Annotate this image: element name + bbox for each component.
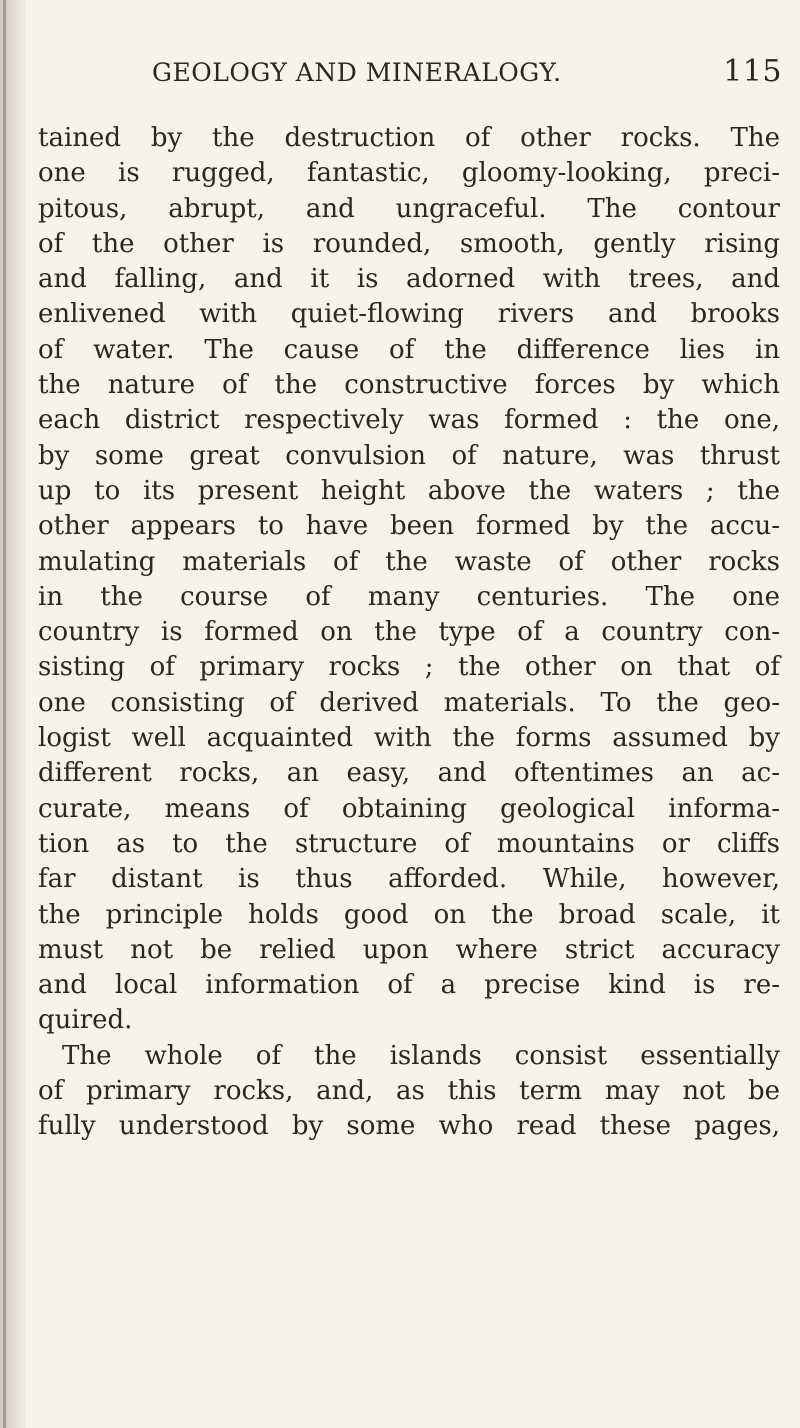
text-line: country is formed on the type of a country con- bbox=[38, 617, 780, 648]
text-line: tained by the destruction of other rocks. The bbox=[38, 123, 780, 153]
text-line: by some great convulsion of nature, was thrust bbox=[38, 440, 780, 471]
text-line: the principle holds good on the broad scale, it bbox=[38, 899, 780, 930]
text-line: the nature of the constructive forces by which bbox=[38, 370, 780, 401]
text-line: different rocks, an easy, and oftentimes an ac- bbox=[38, 758, 780, 789]
binding-edge bbox=[3, 0, 6, 1428]
text-line: logist well acquainted with the forms assumed by bbox=[38, 723, 780, 754]
text-line: one is rugged, fantastic, gloomy-looking, preci- bbox=[38, 158, 780, 189]
text-line: of primary rocks, and, as this term may not be bbox=[38, 1076, 780, 1107]
running-title: GEOLOGY AND MINERALOGY. bbox=[152, 58, 562, 87]
page-number: 115 bbox=[723, 54, 782, 89]
text-line: curate, means of obtaining geological informa- bbox=[38, 793, 780, 824]
text-line: one consisting of derived materials. To the geo- bbox=[38, 687, 780, 718]
binding-gutter bbox=[0, 0, 26, 1428]
text-line: and falling, and it is adorned with trees, and bbox=[38, 264, 780, 295]
text-line: sisting of primary rocks ; the other on that of bbox=[38, 652, 780, 683]
text-line: other appears to have been formed by the accu- bbox=[38, 511, 780, 542]
text-line: far distant is thus afforded. While, however, bbox=[38, 864, 780, 895]
text-line: must not be relied upon where strict accuracy bbox=[38, 934, 780, 965]
text-line: enlivened with quiet-flowing rivers and brooks bbox=[38, 299, 780, 330]
text-line: and local information of a precise kind is re- bbox=[38, 970, 780, 1001]
paragraph-end-line: quired. bbox=[38, 1005, 133, 1036]
body-text bbox=[38, 121, 780, 1145]
text-line: pitous, abrupt, and ungraceful. The contour bbox=[38, 193, 780, 224]
text-line: each district respectively was formed : the one, bbox=[38, 405, 780, 436]
text-line: in the course of many centuries. The one bbox=[38, 581, 780, 612]
text-line: tion as to the structure of mountains or cliffs bbox=[38, 828, 780, 859]
running-head bbox=[132, 54, 782, 98]
text-line: of water. The cause of the difference lies in bbox=[38, 334, 780, 365]
text-line: mulating materials of the waste of other rocks bbox=[38, 546, 780, 577]
text-line: of the other is rounded, smooth, gently rising bbox=[38, 228, 780, 259]
text-line: fully understood by some who read these pages, bbox=[38, 1111, 780, 1142]
paragraph-start-line: The whole of the islands consist essentially bbox=[62, 1040, 780, 1071]
text-line: up to its present height above the waters ; the bbox=[38, 475, 780, 506]
